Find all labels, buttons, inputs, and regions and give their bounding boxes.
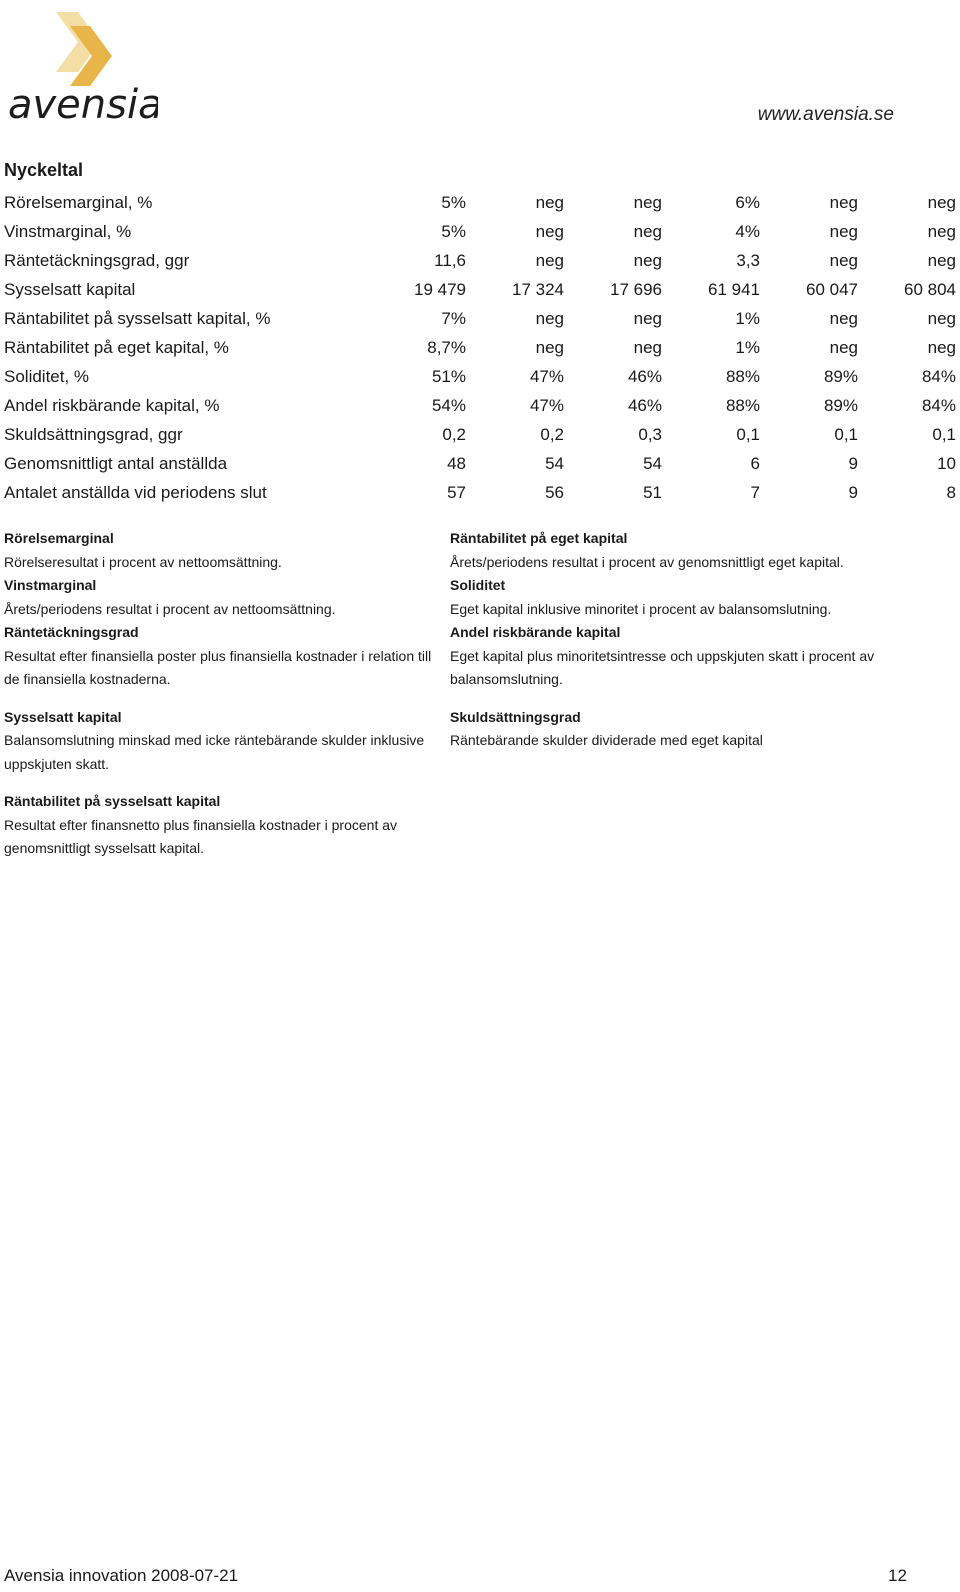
table-cell: 9: [848, 482, 858, 502]
definition-item: [4, 790, 444, 861]
table-cell: neg: [829, 308, 858, 328]
table-cell: neg: [633, 337, 662, 357]
table-cell: neg: [927, 337, 956, 357]
table-row: [0, 391, 960, 420]
table-cell: 0,2: [442, 424, 466, 444]
definition-heading: Soliditet: [450, 577, 506, 593]
definition-text: Resultat efter finansnetto plus finansiella kostnader i procent av genomsnittligt sysselsatt kapital.: [4, 816, 398, 856]
definition-item: [4, 706, 444, 777]
table-cell: neg: [829, 250, 858, 270]
definitions-right: [450, 527, 890, 753]
table-cell: neg: [633, 192, 662, 212]
definition-text: Årets/periodens resultat i procent av nettoomsättning.: [4, 600, 336, 617]
website-link[interactable]: www.avensia.se: [757, 104, 894, 125]
definitions-left: [4, 527, 444, 861]
table-cell: 60 804: [904, 279, 956, 299]
row-label: Andel riskbärande kapital, %: [4, 395, 220, 415]
table-cell: 0,2: [540, 424, 564, 444]
table-row: [0, 362, 960, 391]
table-cell: neg: [535, 192, 564, 212]
table-cell: 46%: [627, 366, 662, 386]
table-row: [0, 333, 960, 362]
table-cell: 0,1: [736, 424, 760, 444]
row-label: Antalet anställda vid periodens slut: [4, 482, 267, 502]
table-cell: neg: [927, 221, 956, 241]
table-cell: 6%: [735, 192, 760, 212]
row-label: Sysselsatt kapital: [4, 279, 136, 299]
row-label: Soliditet, %: [4, 366, 90, 386]
table-cell: 8: [946, 482, 956, 502]
table-cell: 17 696: [610, 279, 662, 299]
table-cell: 6: [750, 453, 760, 473]
table-cell: 19 479: [414, 279, 466, 299]
table-cell: neg: [927, 250, 956, 270]
table-cell: neg: [633, 250, 662, 270]
definition-item: [450, 527, 890, 574]
table-cell: 0,3: [638, 424, 662, 444]
footer-doc-info: Avensia innovation 2008-07-21: [4, 1566, 239, 1585]
definition-text: Eget kapital inklusive minoritet i procent av balansomslutning.: [450, 600, 832, 617]
table-cell: 0,1: [834, 424, 858, 444]
definition-text: Eget kapital plus minoritetsintresse och uppskjuten skatt i procent av balansomslutning.: [450, 647, 875, 687]
table-cell: 61 941: [708, 279, 760, 299]
table-row: [0, 420, 960, 449]
table-row: [0, 478, 960, 507]
section-title: Nyckeltal: [4, 160, 84, 180]
definition-text: Resultat efter finansiella poster plus finansiella kostnader i relation till de finansiella kostnaderna.: [4, 647, 432, 687]
definition-text: Räntebärande skulder dividerade med eget kapital: [450, 732, 763, 748]
avensia-logo: [8, 8, 158, 126]
definition-heading: Vinstmarginal: [4, 577, 97, 593]
table-cell: 57: [447, 482, 466, 502]
table-cell: 3,3: [736, 250, 760, 270]
definition-item: [450, 706, 890, 753]
table-cell: neg: [535, 337, 564, 357]
table-cell: 46%: [627, 395, 662, 415]
table-cell: 47%: [529, 366, 564, 386]
table-cell: 56: [545, 482, 564, 502]
definition-heading: Räntabilitet på sysselsatt kapital: [4, 793, 221, 809]
row-label: Skuldsättningsgrad, ggr: [4, 424, 183, 444]
table-row: [0, 246, 960, 275]
definition-heading: Sysselsatt kapital: [4, 708, 122, 725]
table-cell: 0,1: [932, 424, 956, 444]
definition-heading: Andel riskbärande kapital: [450, 624, 621, 640]
table-cell: 1%: [735, 308, 760, 328]
page-number: 12: [888, 1566, 907, 1585]
table-cell: 51: [643, 482, 662, 502]
kpi-table: [0, 188, 960, 507]
row-label: Räntabilitet på eget kapital, %: [4, 337, 229, 357]
definition-item: [450, 621, 890, 692]
table-cell: neg: [535, 308, 564, 328]
table-cell: neg: [633, 308, 662, 328]
table-cell: 1%: [735, 337, 760, 357]
table-cell: 5%: [441, 221, 466, 241]
table-cell: 47%: [529, 395, 564, 415]
table-cell: 54%: [431, 395, 466, 415]
table-cell: 4%: [735, 221, 760, 241]
table-cell: 88%: [725, 395, 760, 415]
definition-item: [4, 574, 444, 621]
definition-text: Balansomslutning minskad med icke räntebärande skulder inklusive uppskjuten skatt.: [4, 732, 425, 772]
table-cell: 88%: [725, 366, 760, 386]
row-label: Räntetäckningsgrad, ggr: [4, 250, 190, 270]
row-label: Rörelsemarginal, %: [4, 192, 153, 212]
definition-heading: Skuldsättningsgrad: [450, 708, 581, 725]
table-cell: 54: [545, 453, 564, 473]
table-cell: neg: [927, 308, 956, 328]
table-cell: 89%: [823, 395, 858, 415]
row-label: Vinstmarginal, %: [4, 221, 132, 241]
table-cell: neg: [535, 250, 564, 270]
table-cell: neg: [829, 192, 858, 212]
table-cell: neg: [927, 192, 956, 212]
table-cell: 10: [937, 453, 956, 473]
table-cell: 89%: [823, 366, 858, 386]
table-cell: 9: [848, 453, 858, 473]
definition-heading: Räntabilitet på eget kapital: [450, 530, 628, 546]
table-cell: 8,7%: [427, 337, 466, 357]
table-cell: 5%: [441, 192, 466, 212]
table-cell: 48: [447, 453, 466, 473]
table-row: [0, 217, 960, 246]
table-cell: 17 324: [512, 279, 564, 299]
definition-item: [4, 621, 444, 692]
definition-heading: Räntetäckningsgrad: [4, 624, 139, 640]
table-row: [0, 275, 960, 304]
table-row: [0, 449, 960, 478]
table-cell: neg: [829, 337, 858, 357]
table-cell: neg: [829, 221, 858, 241]
table-cell: neg: [633, 221, 662, 241]
table-cell: neg: [535, 221, 564, 241]
definition-text: Årets/periodens resultat i procent av genomsnittligt eget kapital.: [450, 553, 844, 570]
table-row: [0, 304, 960, 333]
definition-text: Rörelseresultat i procent av nettoomsättning.: [4, 553, 282, 570]
row-label: Räntabilitet på sysselsatt kapital, %: [4, 308, 271, 328]
table-cell: 84%: [921, 366, 956, 386]
table-cell: 54: [643, 453, 662, 473]
row-label: Genomsnittligt antal anställda: [4, 453, 228, 473]
table-row: [0, 188, 960, 217]
definition-item: [4, 527, 444, 574]
table-cell: 7%: [441, 308, 466, 328]
table-cell: 11,6: [434, 250, 466, 270]
definition-heading: Rörelsemarginal: [4, 530, 114, 546]
logo-text: avensia: [8, 82, 158, 126]
table-cell: 7: [750, 482, 760, 502]
table-cell: 84%: [921, 395, 956, 415]
definition-item: [450, 574, 890, 621]
table-cell: 60 047: [806, 279, 858, 299]
table-cell: 51%: [431, 366, 466, 386]
